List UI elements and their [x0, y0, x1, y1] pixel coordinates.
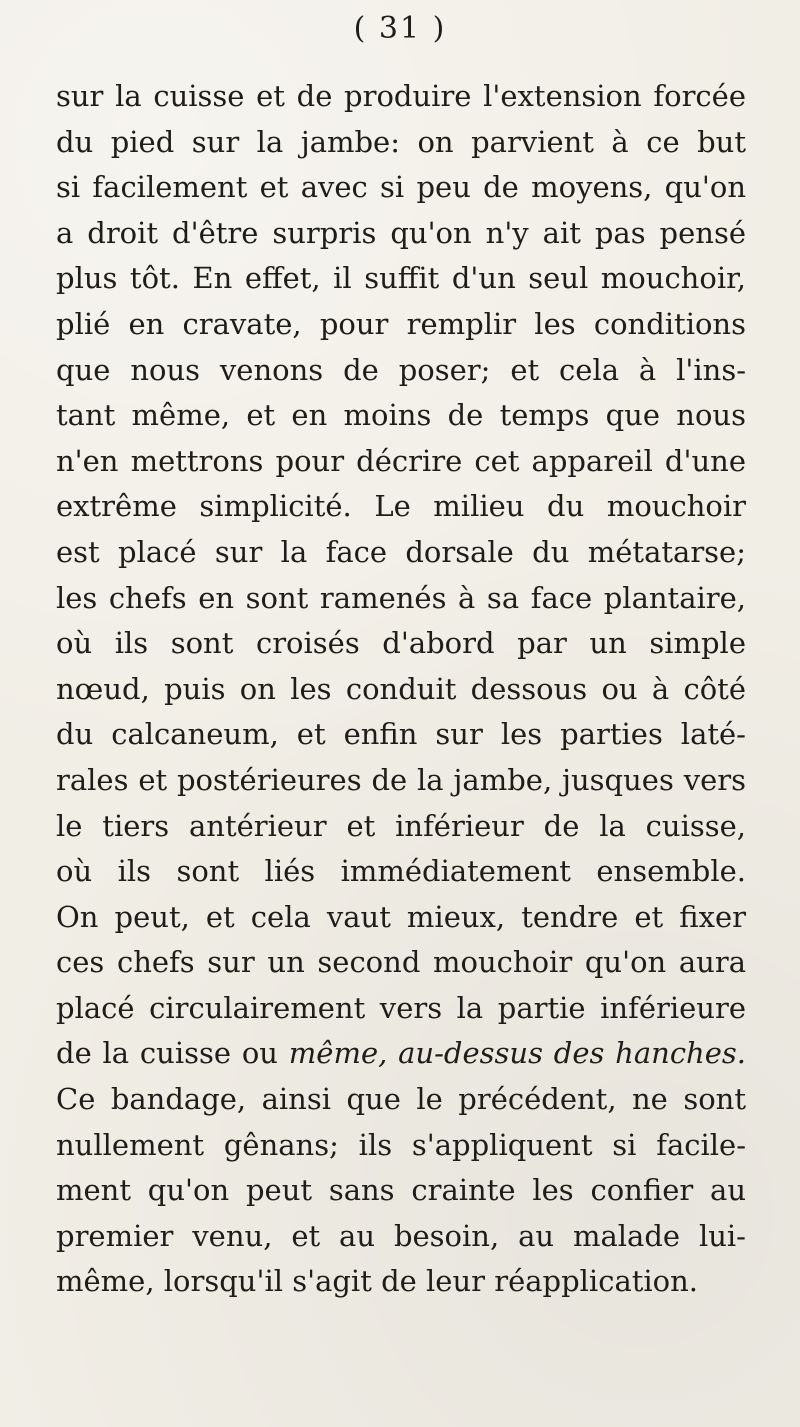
text-line: où ils sont liés immédiatement ensemble. [56, 854, 746, 889]
text-line: nullement gênans; ils s'appliquent si facile- [56, 1127, 746, 1162]
text-line: nœud, puis on les conduit dessous ou à côté [56, 671, 746, 706]
text-line: les chefs en sont ramenés à sa face plantaire, [56, 580, 746, 615]
text-line: plié en cravate, pour remplir les conditions [56, 306, 746, 341]
text-line: plus tôt. En effet, il suffit d'un seul mouchoir, [56, 261, 746, 296]
text-line: tant même, et en moins de temps que nous [56, 398, 746, 433]
text-line: sur la cuisse et de produire l'extension forcée [56, 79, 746, 113]
text-line: rales et postérieures de la jambe, jusques vers [56, 762, 746, 797]
text-line: si facilement et avec si peu de moyens, qu'on [56, 170, 746, 205]
text-line: du calcaneum, et enfin sur les parties laté- [56, 717, 746, 752]
text-line: où ils sont croisés d'abord par un simple [56, 626, 746, 661]
text-line: ces chefs sur un second mouchoir qu'on aura [56, 945, 746, 980]
text-line-roman-part: de la cuisse ou [56, 1036, 289, 1071]
text-line: Ce bandage, ainsi que le précédent, ne sont [56, 1082, 746, 1117]
text-line: extrême simplicité. Le milieu du mouchoir [56, 489, 746, 524]
text-line: a droit d'être surpris qu'on n'y ait pas pensé [56, 215, 746, 250]
text-line: le tiers antérieur et inférieur de la cuisse, [56, 808, 746, 843]
text-line: même, lorsqu'il s'agit de leur réapplication. [56, 1264, 699, 1299]
text-line-mixed [56, 1031, 746, 1077]
text-line-italic-part: même, au-dessus des hanches. [288, 1036, 746, 1071]
text-line: ment qu'on peut sans crainte les confier au [56, 1173, 746, 1208]
text-line: placé circulairement vers la partie inférieure [56, 990, 746, 1025]
text-line: est placé sur la face dorsale du métatarse; [56, 534, 746, 569]
text-line: que nous venons de poser; et cela à l'ins- [56, 352, 746, 387]
body-text [56, 74, 746, 1305]
text-line: du pied sur la jambe: on parvient à ce but [56, 124, 746, 159]
text-line: n'en mettrons pour décrire cet appareil d'une [56, 443, 746, 478]
text-line: On peut, et cela vaut mieux, tendre et fixer [56, 899, 746, 934]
text-line: premier venu, et au besoin, au malade lui- [56, 1218, 746, 1253]
page-number: ( 31 ) [353, 11, 447, 46]
